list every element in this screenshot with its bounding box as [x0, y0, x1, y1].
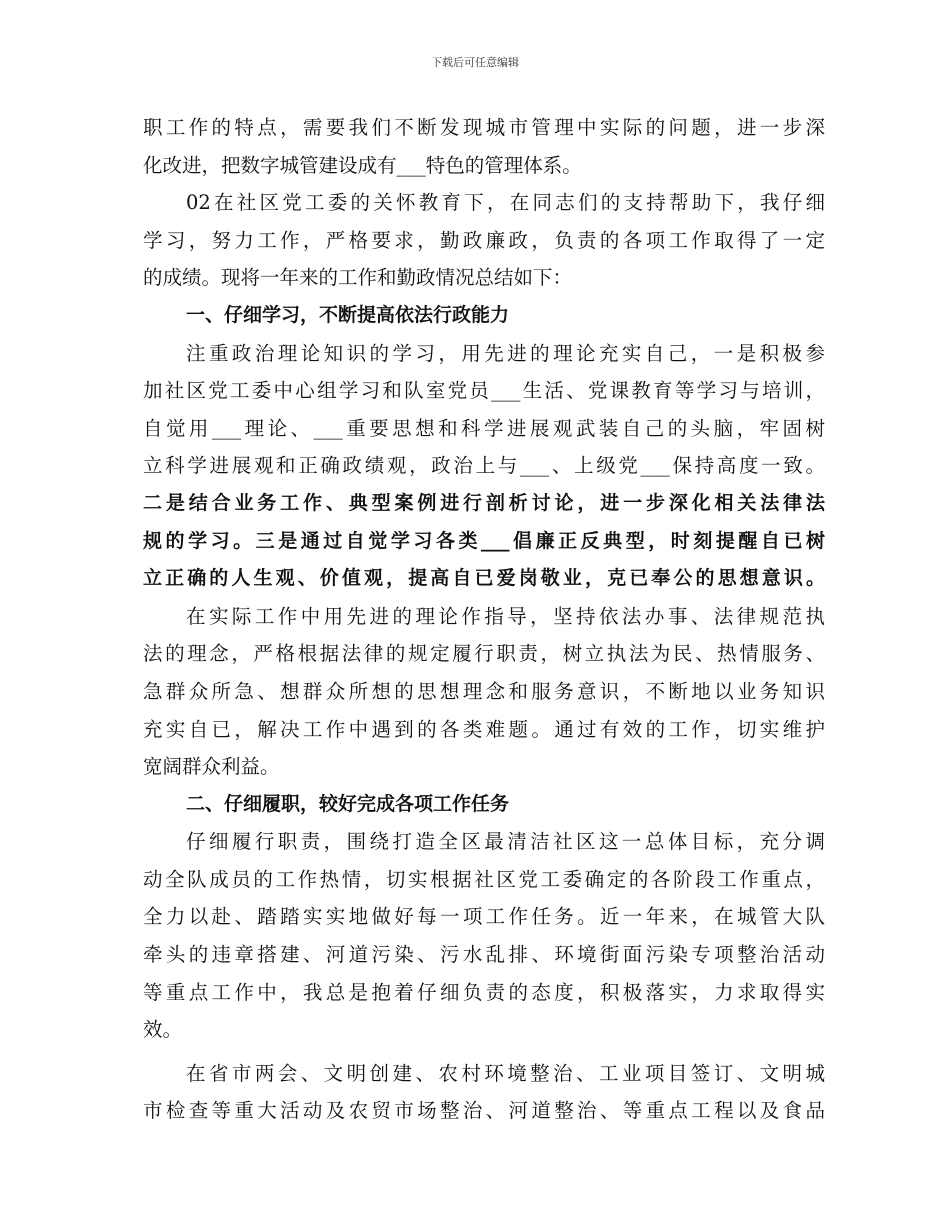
text-line: 效。 — [143, 1018, 183, 1042]
text-line: 仔细履行职责，围绕打造全区最清洁社区这一总体目标，充分调 — [186, 830, 825, 854]
bold-text-line: 二是结合业务工作、典型案例进行剖析讨论，进一步深化相关法律法 — [143, 491, 825, 514]
text-line: 充实自已，解决工作中遇到的各类难题。通过有效的工作，切实维护 — [143, 717, 825, 741]
text-line: 急群众所急、想群众所想的思想理念和服务意识，不断地以业务知识 — [143, 679, 825, 703]
text-line: 宽阔群众利益。 — [143, 755, 280, 779]
page-header-note: 下载后可任意编辑 — [431, 56, 519, 69]
text-line: 职工作的特点，需要我们不断发现城市管理中实际的问题，进一步深 — [143, 116, 825, 139]
text-line: 动全队成员的工作热情，切实根据社区党工委确定的各阶段工作重点， — [143, 867, 825, 891]
section-heading: 一、仔细学习，不断提高依法行政能力 — [186, 303, 510, 326]
text-line: 在省市两会、文明创建、农村环境整治、工业项目签订、文明城 — [186, 1061, 825, 1085]
text-line: 加社区党工委中心组学习和队室党员___生活、党课教育等学习与培训， — [143, 379, 825, 403]
bold-text-line: 立正确的人生观、价值观，提高自已爱岗敬业，克已奉公的思想意识。 — [143, 567, 825, 590]
text-line: 化改进，把数字城管建设成有___特色的管理体系。 — [143, 153, 582, 177]
text-line: 在实际工作中用先进的理论作指导，坚持依法办事、法律规范执 — [186, 604, 825, 628]
text-line: 法的理念，严格根据法律的规定履行职责，树立执法为民、热情服务、 — [143, 642, 825, 666]
text-line: 注重政治理论知识的学习，用先进的理论充实自己，一是积极参 — [186, 341, 825, 365]
text-line: 自觉用___理论、___重要思想和科学进展观武装自己的头脑，牢固树 — [143, 416, 825, 440]
text-line: 市检查等重大活动及农贸市场整治、河道整治、等重点工程以及食品 — [143, 1099, 825, 1123]
text-line: 牵头的违章搭建、河道污染、污水乱排、环境街面污染专项整治活动 — [143, 943, 825, 967]
text-line: 02在社区党工委的关怀教育下，在同志们的支持帮助下，我仔细 — [186, 191, 825, 215]
text-line: 的成绩。现将一年来的工作和勤政情况总结如下： — [143, 266, 573, 290]
document-body — [143, 109, 825, 1130]
section-heading: 二、仔细履职，较好完成各项工作任务 — [186, 792, 510, 815]
text-line: 学习，努力工作，严格要求，勤政廉政，负责的各项工作取得了一定 — [143, 228, 825, 252]
text-line: 立科学进展观和正确政绩观，政治上与___、上级党___保持高度一致。 — [143, 454, 825, 478]
text-line: 等重点工作中，我总是抱着仔细负责的态度，积极落实，力求取得实 — [143, 980, 825, 1004]
text-line: 全力以赴、踏踏实实地做好每一项工作任务。近一年来，在城管大队 — [143, 905, 825, 929]
bold-text-line: 规的学习。三是通过自觉学习各类___倡廉正反典型，时刻提醒自已树 — [143, 529, 825, 552]
